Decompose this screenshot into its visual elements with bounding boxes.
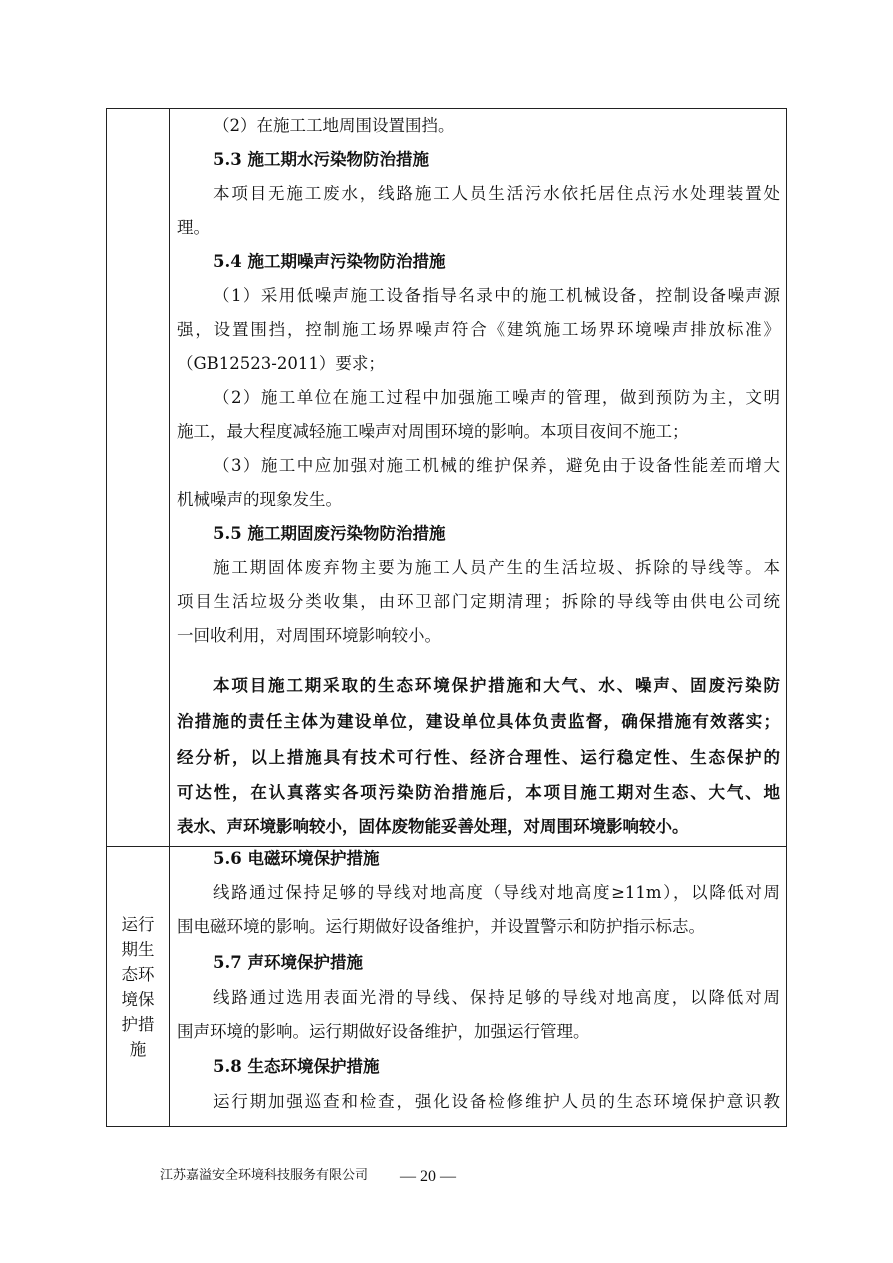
paragraph-line: 本项目无施工废水，线路施工人员生活污水依托居住点污水处理装置处 (213, 184, 780, 203)
operation-period-label-cell (107, 846, 169, 1128)
paragraph-line: 施工，最大程度减轻施工噪声对周围环境的影响。本项目夜间不施工； (177, 422, 689, 441)
paragraph-line: 线路通过保持足够的导线对地高度（导线对地高度≥11m），以降低对周 (213, 883, 780, 902)
section-heading-5-4: 5.4 施工期噪声污染物防治措施 (213, 252, 446, 271)
bold-paragraph-line: 可达性，在认真落实各项污染防治措施后，本项目施工期对生态、大气、地 (177, 783, 780, 802)
footer-company: 江苏嘉溢安全环境科技服务有限公司 (160, 1168, 369, 1183)
paragraph-line: 机械噪声的现象发生。 (177, 490, 342, 509)
page-number: — 20 — (400, 1168, 456, 1185)
paragraph-line: 强，设置围挡，控制施工场界噪声符合《建筑施工场界环境噪声排放标准》 (177, 320, 780, 339)
section-heading-5-7: 5.7 声环境保护措施 (213, 953, 363, 972)
construction-period-label-cell (107, 109, 169, 846)
operation-period-label: 运行期生态环境保护措施 (121, 915, 155, 1059)
bold-paragraph-line: 经分析，以上措施具有技术可行性、经济合理性、运行稳定性、生态保护的 (177, 748, 780, 767)
section-heading-5-5: 5.5 施工期固废污染物防治措施 (213, 524, 446, 543)
section-heading-5-8: 5.8 生态环境保护措施 (213, 1057, 380, 1076)
measure-line: （2）在施工工地周围设置围挡。 (213, 116, 455, 135)
paragraph-line: 运行期加强巡查和检查，强化设备检修维护人员的生态环境保护意识教 (213, 1092, 780, 1111)
section-heading-5-6: 5.6 电磁环境保护措施 (213, 849, 380, 868)
paragraph-line: （3）施工中应加强对施工机械的维护保养，避免由于设备性能差而增大 (213, 456, 780, 475)
paragraph-line: 理。 (177, 218, 210, 237)
paragraph-line: 施工期固体废弃物主要为施工人员产生的生活垃圾、拆除的导线等。本 (213, 558, 780, 577)
paragraph-line: 围电磁环境的影响。运行期做好设备维护，并设置警示和防护指示标志。 (177, 917, 705, 936)
paragraph-line: （2）施工单位在施工过程中加强施工噪声的管理，做到预防为主，文明 (213, 388, 780, 407)
paragraph-line: 项目生活垃圾分类收集，由环卫部门定期清理；拆除的导线等由供电公司统 (177, 592, 780, 611)
paragraph-line: 一回收利用，对周围环境影响较小。 (177, 626, 441, 645)
paragraph-line: 线路通过选用表面光滑的导线、保持足够的导线对地高度，以降低对周 (213, 988, 780, 1007)
section-heading-5-3: 5.3 施工期水污染物防治措施 (213, 150, 429, 169)
paragraph-line: 围声环境的影响。运行期做好设备维护，加强运行管理。 (177, 1022, 590, 1041)
measures-table (106, 108, 787, 1127)
column-divider (169, 109, 170, 1126)
paragraph-line: （GB12523-2011）要求； (177, 354, 385, 373)
paragraph-line: （1）采用低噪声施工设备指导名录中的施工机械设备，控制设备噪声源 (213, 286, 780, 305)
bold-paragraph-line: 治措施的责任主体为建设单位，建设单位具体负责监督，确保措施有效落实； (177, 712, 780, 731)
bold-paragraph-line: 表水、声环境影响较小，固体废物能妥善处理，对周围环境影响较小。 (177, 817, 689, 836)
bold-paragraph-line: 本项目施工期采取的生态环境保护措施和大气、水、噪声、固废污染防 (213, 676, 780, 695)
